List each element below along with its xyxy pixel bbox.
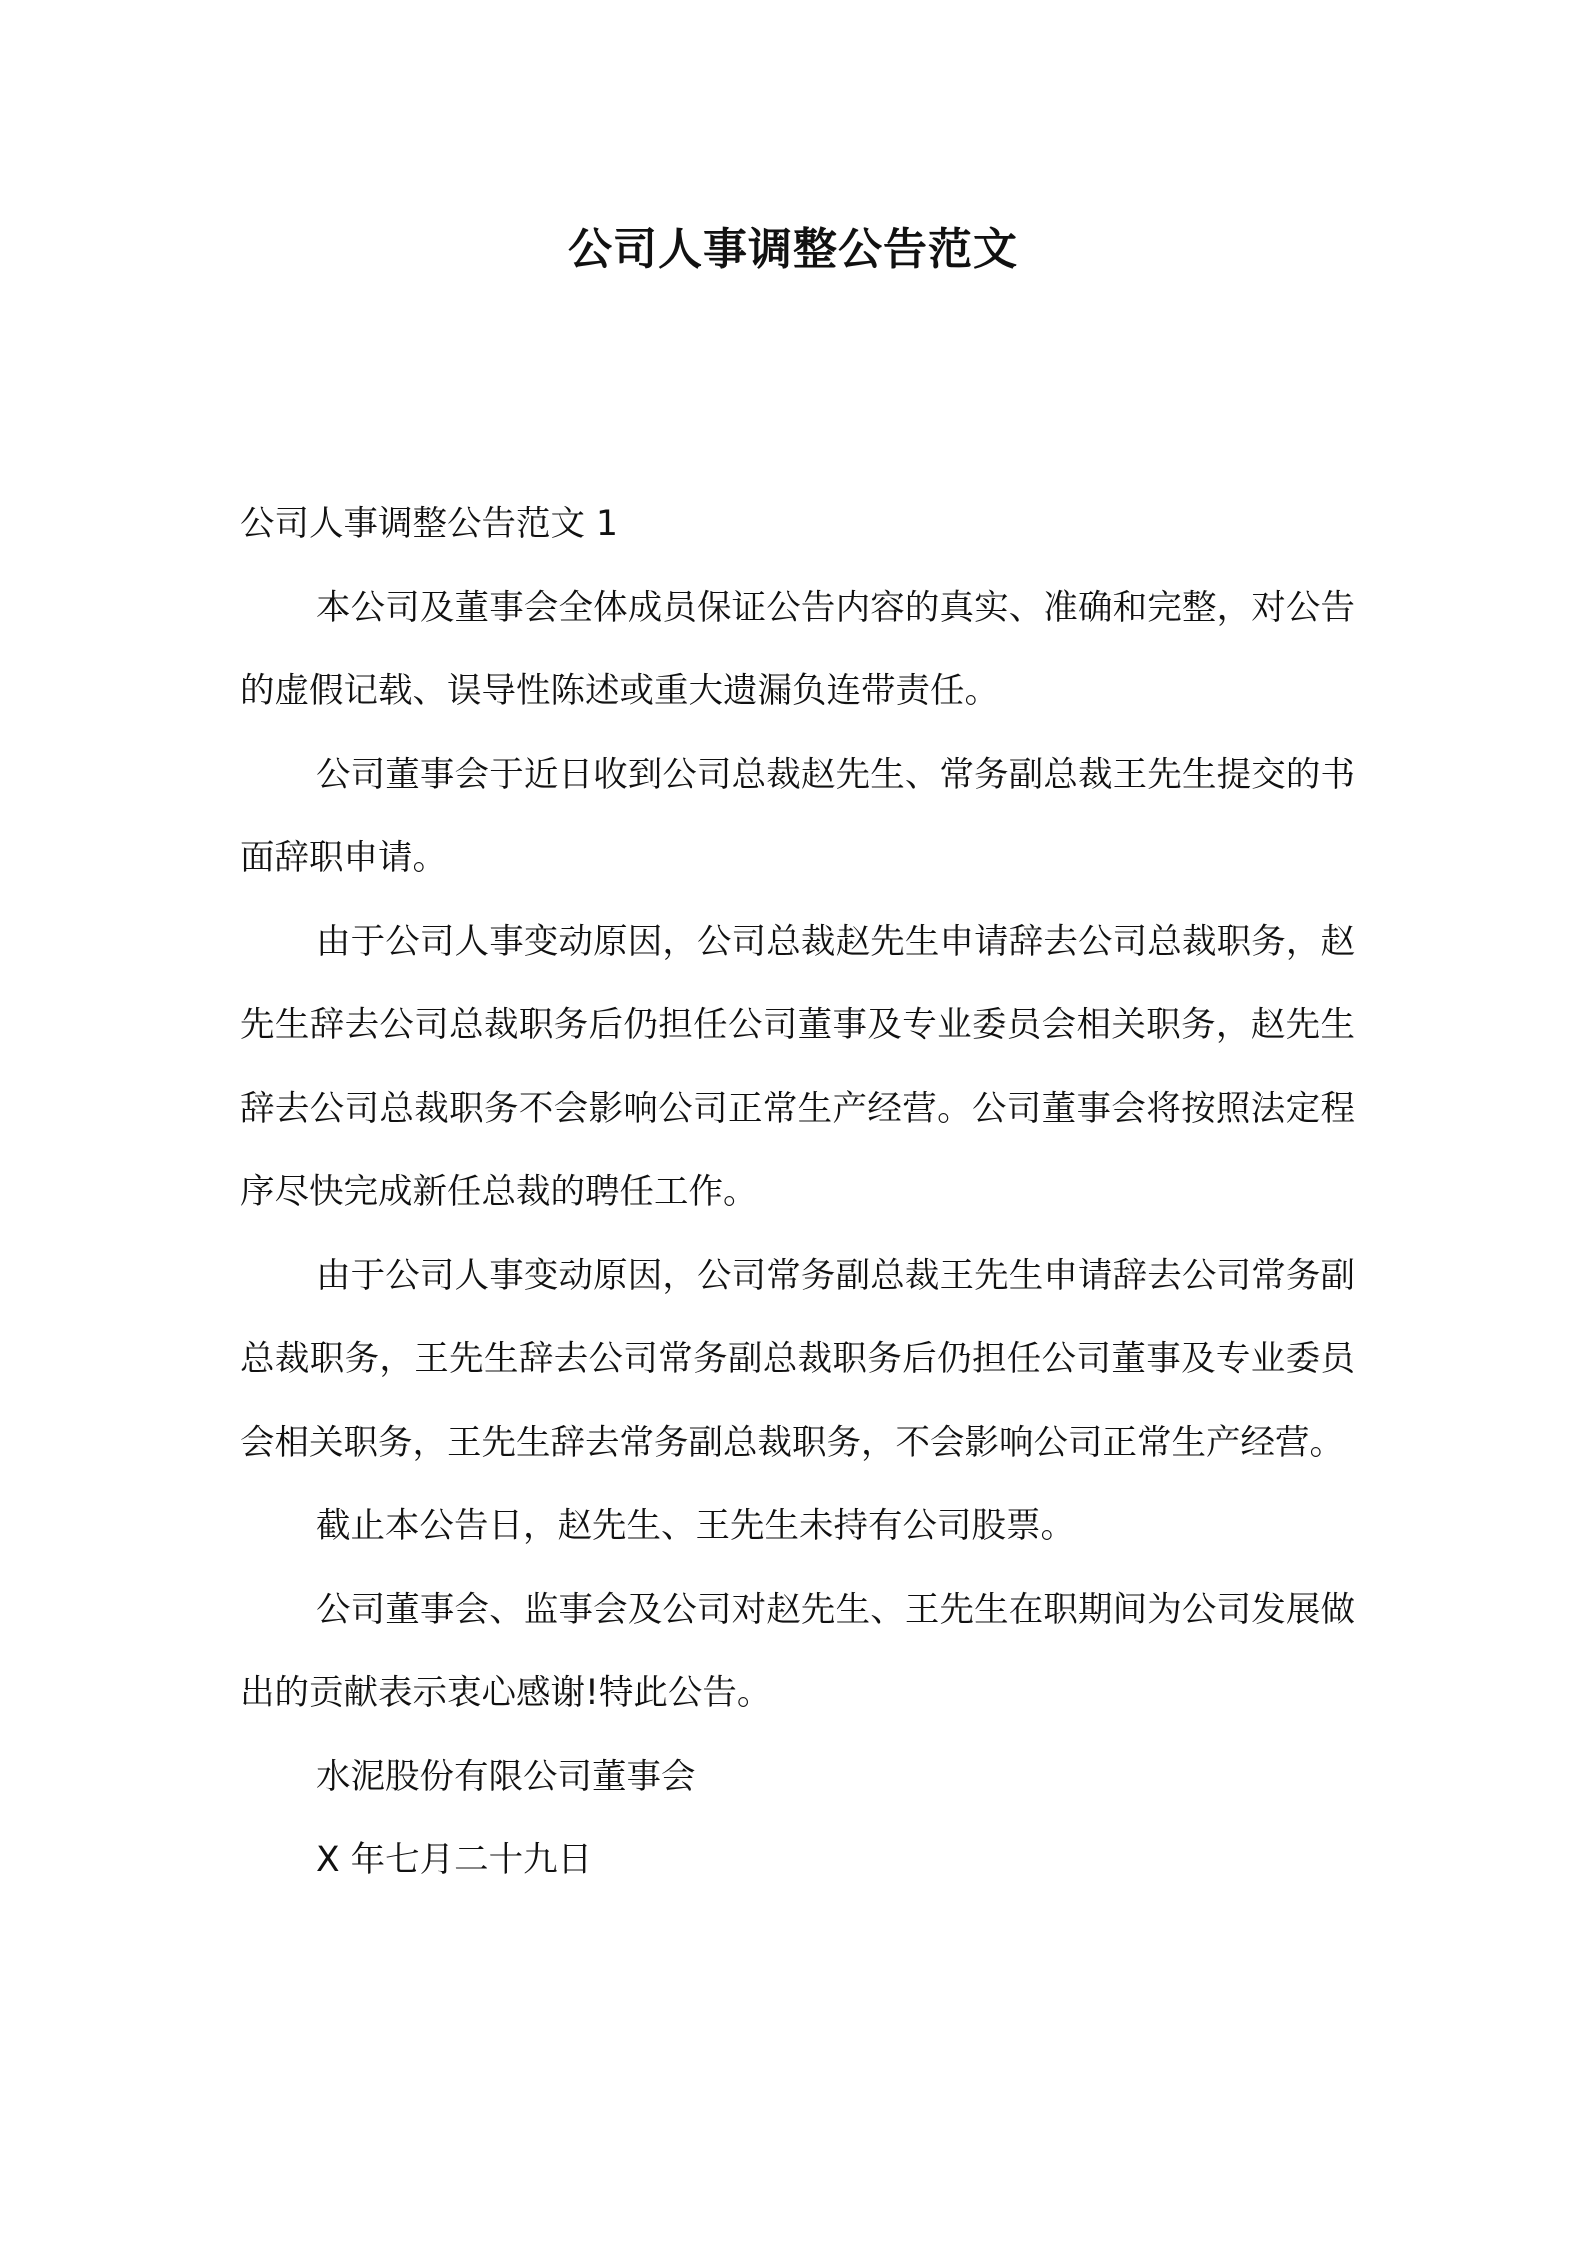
document-body xyxy=(240,483,1355,1903)
section-heading: 公司人事调整公告范文 1 xyxy=(240,504,618,544)
paragraph-responsibility-statement: 本公司及董事会全体成员保证公告内容的真实、准确和完整，对公告的虚假记载、误导性陈述或重大遗漏负连带责任。 xyxy=(240,587,1355,711)
paragraph-shareholding: 截止本公告日，赵先生、王先生未持有公司股票。 xyxy=(316,1506,1075,1546)
paragraph-president-resignation: 由于公司人事变动原因，公司总裁赵先生申请辞去公司总裁职务，赵先生辞去公司总裁职务后仍担任公司董事及专业委员会相关职务，赵先生辞去公司总裁职务不会影响公司正常生产经营。公司董事会将按照法定程序尽快完成新任总裁的聘任工作。 xyxy=(240,921,1355,1212)
paragraph-thanks: 公司董事会、监事会及公司对赵先生、王先生在职期间为公司发展做出的贡献表示衷心感谢!特此公告。 xyxy=(240,1589,1355,1713)
date: X 年七月二十九日 xyxy=(316,1840,593,1880)
document-title: 公司人事调整公告范文 xyxy=(568,224,1018,275)
paragraph-resignation-received: 公司董事会于近日收到公司总裁赵先生、常务副总裁王先生提交的书面辞职申请。 xyxy=(240,754,1355,878)
paragraph-vice-president-resignation: 由于公司人事变动原因，公司常务副总裁王先生申请辞去公司常务副总裁职务，王先生辞去公司常务副总裁职务后仍担任公司董事及专业委员会相关职务，王先生辞去常务副总裁职务，不会影响公司正常生产经营。 xyxy=(240,1255,1355,1463)
signature: 水泥股份有限公司董事会 xyxy=(316,1756,696,1797)
